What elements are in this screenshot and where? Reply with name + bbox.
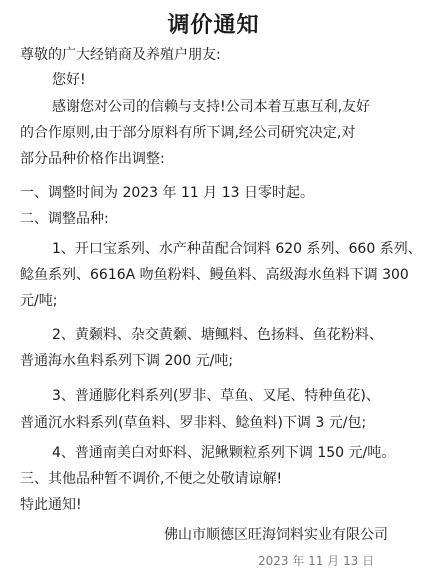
item-4: 4、普通南美白对虾料、泥鳅颗粒系列下调 150 元/吨。 [52,445,396,461]
date-partial: 2023 年 11 月 13 日 [258,554,375,568]
item-2-line: 2、黄颡料、杂交黄颡、塘鲺料、色扬料、鱼花粉料、 [52,327,383,343]
section-1-adjustment-time: 一、调整时间为 2023 年 11 月 13 日零时起。 [20,185,314,201]
item-3-line: 3、普通膨化料系列(罗非、草鱼、叉尾、特种鱼花)、 [52,388,380,404]
item-1-line: 1、开口宝系列、水产种苗配合饲料 620 系列、660 系列、 [52,241,422,257]
closing-line: 特此通知! [20,497,82,513]
intro-line: 感谢您对公司的信赖与支持!公司本着互惠互利,友好 [52,99,371,115]
section-2-heading: 二、调整品种: [20,211,109,227]
salutation: 尊敬的广大经销商及养殖户朋友: [20,47,221,63]
item-1-line: 鲶鱼系列、6616A 吻鱼粉料、鳗鱼料、高级海水鱼料下调 300 [20,267,409,283]
item-3-line: 普通沉水料系列(草鱼料、罗非料、鲶鱼料)下调 3 元/包; [20,415,367,431]
intro-line: 的合作原则,由于部分原料有所下调,经公司研究决定,对 [20,125,356,141]
intro-line: 部分品种价格作出调整: [20,151,165,167]
section-3: 三、其他品种暂不调价,不便之处敬请谅解! [20,471,283,487]
item-2-line: 普通海水鱼料系列下调 200 元/吨; [20,353,234,369]
company-signature: 佛山市顺德区旺海饲料实业有限公司 [164,527,388,543]
greeting: 您好! [52,72,86,88]
notice-title: 调价通知 [167,13,260,38]
item-1-line: 元/吨; [20,293,58,309]
